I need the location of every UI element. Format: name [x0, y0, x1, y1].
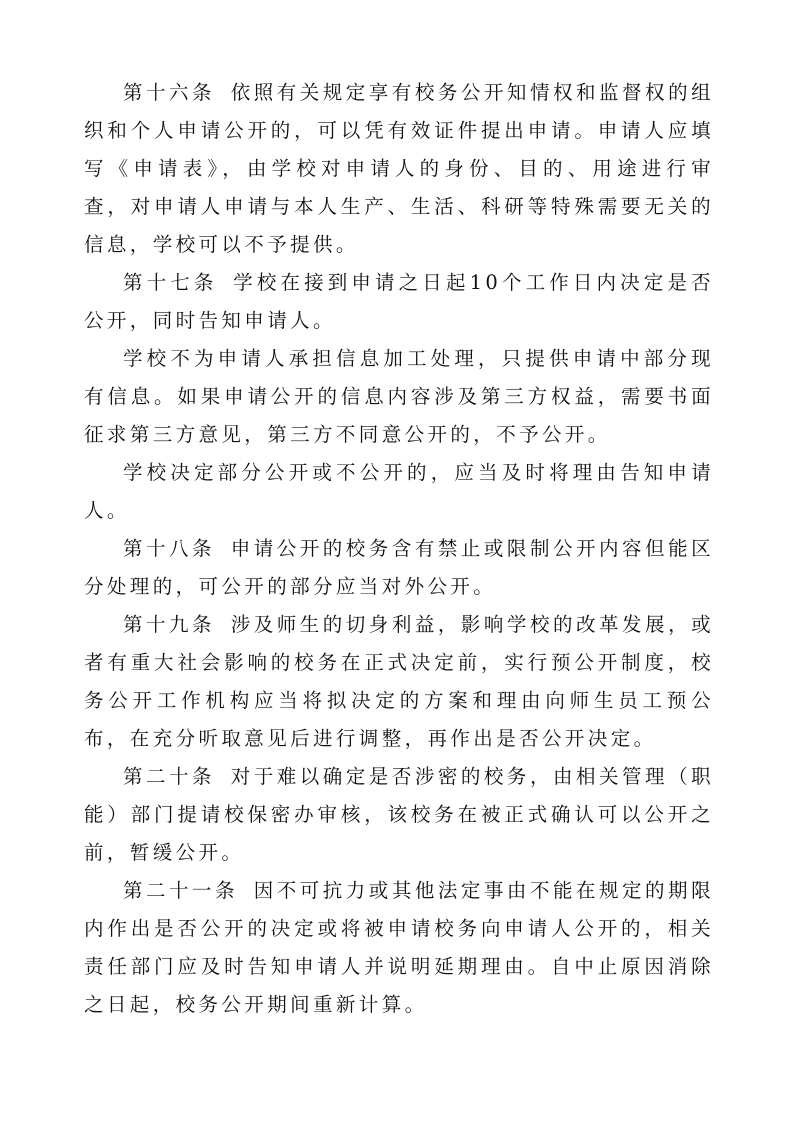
paragraph-article-20 — [84, 758, 714, 872]
article-text: 依照有关规定享有校务公开知情权和监督权的组织和个人申请公开的，可以凭有效证件提出申请。申请人应填写《申请表》，由学校对申请人的身份、目的、用途进行审查，对申请人申请与本人生产、生活、科研等特殊需要无关的信息，学校可以不予提供。 — [84, 81, 714, 256]
paragraph-article-21 — [84, 872, 714, 1024]
paragraph-article-17-clause-2 — [84, 340, 714, 454]
article-text: 因不可抗力或其他法定事由不能在规定的期限内作出是否公开的决定或将被申请校务向申请人公开的，相关责任部门应及时告知申请人并说明延期理由。自中止原因消除之日起，校务公开期间重新计算。 — [84, 879, 714, 1016]
document-page — [84, 74, 714, 1024]
paragraph-article-17-clause-3 — [84, 454, 714, 530]
article-number: 第十六条 — [123, 81, 216, 104]
paragraph-article-18 — [84, 530, 714, 606]
article-text: 申请公开的校务含有禁止或限制公开内容但能区分处理的，可公开的部分应当对外公开。 — [84, 537, 714, 598]
article-number: 第十九条 — [123, 613, 216, 636]
article-text: 对于难以确定是否涉密的校务，由相关管理（职能）部门提请校保密办审核，该校务在被正式确认可以公开之前，暂缓公开。 — [84, 765, 714, 864]
article-text: 学校在接到申请之日起10个工作日内决定是否公开，同时告知申请人。 — [84, 271, 714, 332]
article-number: 第二十一条 — [123, 879, 239, 902]
paragraph-article-16 — [84, 74, 714, 264]
article-number: 第二十条 — [123, 765, 216, 788]
article-number: 第十七条 — [123, 271, 218, 294]
article-text: 涉及师生的切身利益，影响学校的改革发展，或者有重大社会影响的校务在正式决定前，实行预公开制度，校务公开工作机构应当将拟决定的方案和理由向师生员工预公布，在充分听取意见后进行调整，再作出是否公开决定。 — [84, 613, 714, 750]
paragraph-text: 学校不为申请人承担信息加工处理，只提供申请中部分现有信息。如果申请公开的信息内容涉及第三方权益，需要书面征求第三方意见，第三方不同意公开的，不予公开。 — [84, 347, 714, 446]
paragraph-article-17 — [84, 264, 714, 340]
article-number: 第十八条 — [123, 537, 216, 560]
paragraph-article-19 — [84, 606, 714, 758]
paragraph-text: 学校决定部分公开或不公开的，应当及时将理由告知申请人。 — [84, 461, 714, 522]
